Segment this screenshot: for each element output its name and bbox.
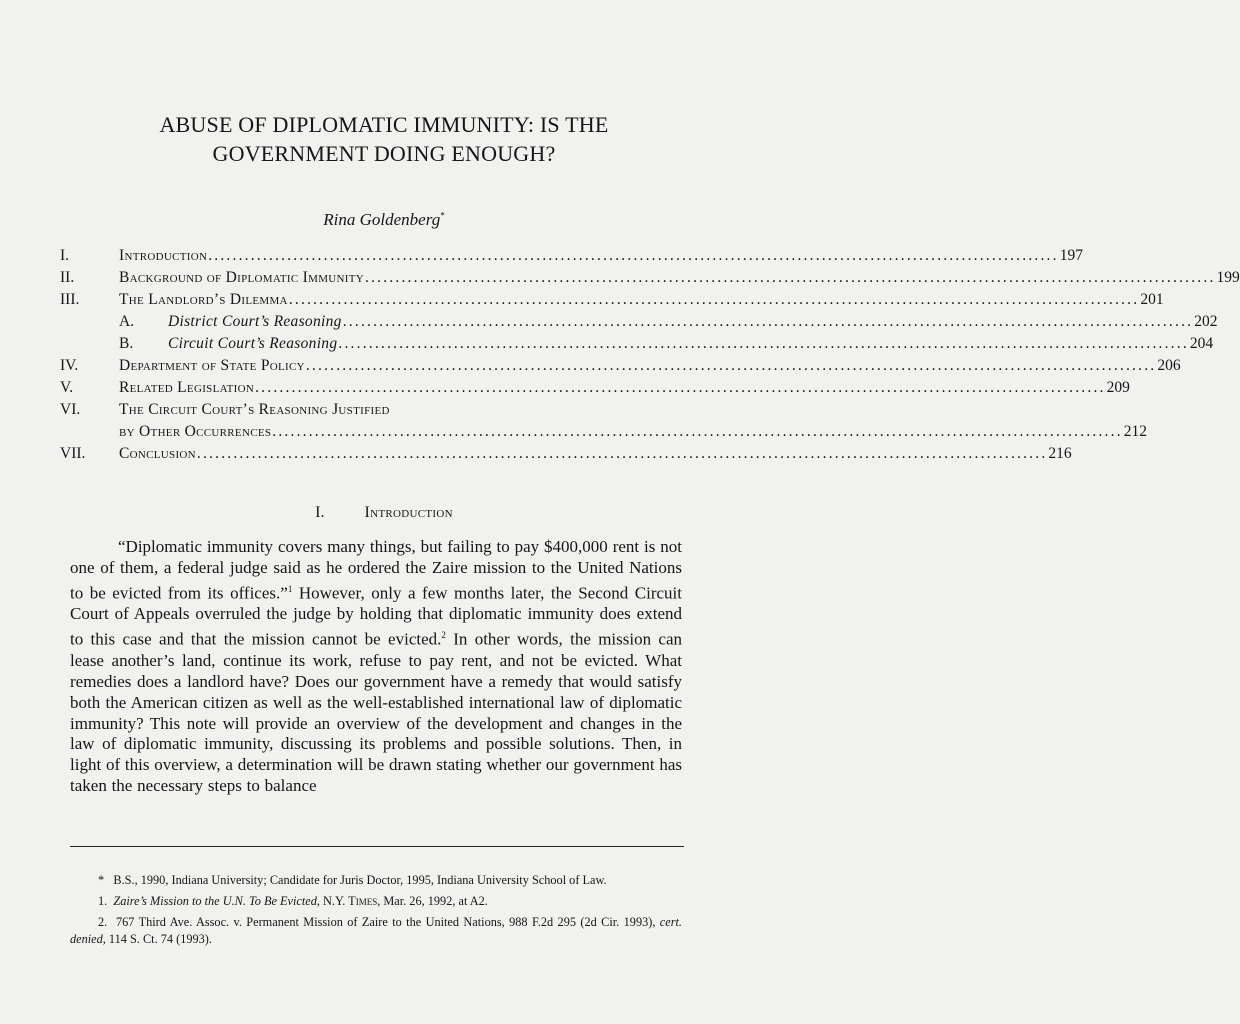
footnote-text: , Mar. 26, 1992, at A2. (377, 894, 488, 908)
toc-entry (119, 443, 1072, 465)
toc-leader-dots: ............................................................................................................................................ (305, 357, 1157, 374)
toc-leader-dots: ............................................................................................................................................ (272, 423, 1123, 440)
footnote-text: , 114 S. Ct. 74 (1993). (102, 932, 212, 946)
footnote-1 (70, 893, 682, 910)
footnote-number: 1. (98, 894, 108, 908)
section-title: Introduction (364, 504, 453, 521)
body-text-part: However, only a few months later, the Second Circuit Court of Appeals overruled the judge by holding that diplomatic immunity does extend to this case and that the mission cannot be evicted. (70, 583, 682, 649)
toc-entry (119, 289, 1164, 311)
footnote-title: Zaire’s Mission to the U.N. To Be Evicted (113, 894, 317, 908)
toc-label-continued: by Other Occurrences (119, 423, 272, 440)
footnote-divider (70, 846, 684, 847)
toc-entry (119, 267, 1240, 289)
toc-number: II. (60, 269, 75, 286)
toc-number: VII. (60, 445, 86, 462)
toc-number: B. (119, 335, 134, 352)
footnote-text: 767 Third Ave. Assoc. v. Permanent Mission of Zaire to the United Nations, 988 F.2d 295 (2d Cir. 1993), (116, 915, 660, 929)
footnote-author (70, 872, 682, 889)
body-paragraph (70, 537, 682, 797)
section-heading (0, 504, 768, 522)
toc-leader-dots: ............................................................................................................................................ (365, 269, 1216, 286)
toc-row-circuit-court (0, 333, 1214, 355)
toc-leader-dots: ............................................................................................................................................ (342, 313, 1194, 330)
toc-label: District Court’s Reasoning (168, 313, 342, 330)
toc-number: I. (60, 247, 70, 264)
toc-entry (119, 355, 1181, 377)
footnote-ref-1: 1 (287, 583, 293, 594)
footnote-text: B.S., 1990, Indiana University; Candidate for Juris Doctor, 1995, Indiana University School of Law. (113, 873, 607, 887)
toc-row-reasoning-justified-cont (0, 421, 1148, 443)
toc-number: A. (119, 313, 135, 330)
footnote-source: , N.Y. Times (316, 894, 378, 908)
toc-row-landlords-dilemma (0, 289, 1164, 311)
author-name: Rina Goldenberg (323, 210, 441, 229)
body-text-part: “Diplomatic immunity covers many things, but failing to pay $400,000 rent is not one of them, a federal judge said as he ordered the Zaire mission to the United Nations to be evicted from its offices.” (70, 537, 682, 603)
title-line-2: GOVERNMENT DOING ENOUGH? (212, 141, 556, 166)
section-number: I. (315, 504, 325, 521)
toc-label: The Circuit Court’s Reasoning Justified (119, 401, 390, 418)
toc-number: III. (60, 291, 80, 308)
toc-row-state-policy (0, 355, 1181, 377)
body-text-part: In other words, the mission can lease another’s land, continue its work, refuse to pay rent, and not be evicted. What remedies does a landlord have? Does our government have a remedy that would satisfy both the American citizen as well as the well-established international law of diplomatic immunity? This note will provide an overview of the development and changes in the law of diplomatic immunity, discussing its problems and possible solutions. Then, in light of this overview, a determination will be drawn stating whether our government has taken the necessary steps to balance (70, 629, 683, 796)
toc-row-introduction (0, 245, 1083, 267)
toc-label: The Landlord’s Dilemma (119, 291, 288, 308)
toc-label: Introduction (119, 247, 208, 264)
footnote-cert: cert. denied (70, 915, 682, 946)
toc-row-district-court (0, 311, 1218, 333)
toc-leader-dots: ............................................................................................................................................ (288, 291, 1140, 308)
author-line (0, 210, 768, 230)
footnote-star-mark: * (98, 873, 105, 887)
footnotes (70, 872, 682, 952)
toc-page-number: 202 (1194, 313, 1218, 330)
toc-page-number: 209 (1106, 379, 1130, 396)
toc-page-number: 204 (1189, 335, 1214, 352)
title-line-1: ABUSE OF DIPLOMATIC IMMUNITY: IS THE (159, 112, 609, 137)
toc-leader-dots: ............................................................................................................................................ (196, 445, 1048, 462)
toc-page-number: 197 (1059, 247, 1083, 264)
toc-entry (119, 245, 1083, 267)
toc-leader-dots: ............................................................................................................................................ (208, 247, 1059, 264)
toc-page-number: 216 (1048, 445, 1072, 462)
toc-leader-dots: ............................................................................................................................................ (338, 335, 1189, 352)
toc-entry (168, 333, 1214, 355)
toc-page-number: 199 (1216, 269, 1240, 286)
toc-number: VI. (60, 401, 81, 418)
toc-row-related-legislation (0, 377, 1130, 399)
toc-label: Circuit Court’s Reasoning (168, 335, 338, 352)
toc-row-reasoning-justified (0, 399, 768, 421)
toc-row-background (0, 267, 1240, 289)
toc-entry (168, 311, 1218, 333)
toc-page-number: 212 (1123, 423, 1148, 440)
toc-page-number: 206 (1157, 357, 1181, 374)
footnote-2 (70, 914, 682, 948)
toc-row-conclusion (0, 443, 1072, 465)
toc-label: Department of State Policy (119, 357, 305, 374)
footnote-number: 2. (98, 915, 108, 929)
toc-number: V. (60, 379, 74, 396)
footnote-ref-2: 2 (441, 630, 446, 641)
toc-page-number: 201 (1140, 291, 1164, 308)
author-footnote-mark: * (440, 210, 445, 221)
toc-leader-dots: ............................................................................................................................................ (255, 379, 1106, 396)
toc-label: Related Legislation (119, 379, 255, 396)
toc-label: Background of Diplomatic Immunity (119, 269, 365, 286)
toc-entry (119, 421, 1148, 443)
article-title (60, 110, 708, 168)
toc-label: Conclusion (119, 445, 196, 462)
toc-entry (119, 377, 1130, 399)
toc-number: IV. (60, 357, 79, 374)
